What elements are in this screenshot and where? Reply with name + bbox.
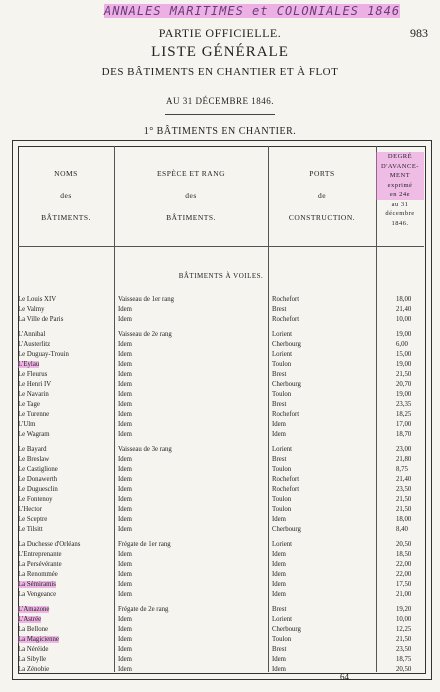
- part-heading: PARTIE OFFICIELLE.: [158, 26, 282, 40]
- cell-type: Idem: [118, 351, 132, 358]
- cell-port: Brest: [272, 401, 287, 408]
- table-row: [0, 446, 440, 456]
- cell-type: Idem: [118, 466, 132, 473]
- cell-name: Le Henri IV: [18, 381, 52, 388]
- cell-port: Toulon: [272, 466, 292, 473]
- cell-port: Idem: [272, 666, 286, 673]
- cell-degree: 21,50: [396, 496, 412, 503]
- table-row: [0, 431, 440, 441]
- cell-name: La Renommée: [18, 571, 58, 578]
- table-row: [0, 486, 440, 496]
- document-date: AU 31 DÉCEMBRE 1846.: [165, 96, 274, 106]
- cell-port: Lorient: [272, 541, 293, 548]
- column-header-line: CONSTRUCTION.: [288, 213, 356, 222]
- cell-name: La Ville de Paris: [18, 316, 64, 323]
- cell-port: Idem: [272, 431, 286, 438]
- cell-port: Cherbourg: [272, 381, 301, 388]
- column-header-line: D'AVANCE-: [376, 162, 424, 172]
- cell-type: Frégate de 1er rang: [118, 541, 171, 548]
- table-row: [0, 381, 440, 391]
- cell-port: Brest: [272, 306, 287, 313]
- cell-degree: 23,50: [396, 646, 412, 653]
- column-header-line: au 31: [391, 200, 409, 208]
- cell-type: Idem: [118, 411, 132, 418]
- cell-degree: 17,50: [396, 581, 412, 588]
- cell-type: Frégate de 2e rang: [118, 606, 169, 613]
- cell-port: Lorient: [272, 616, 293, 623]
- table-row: [0, 551, 440, 561]
- table-row: [0, 401, 440, 411]
- cell-type: Idem: [118, 581, 132, 588]
- table-row: [0, 506, 440, 516]
- cell-name: L'Amazone: [18, 606, 50, 613]
- page-number: 983: [410, 26, 428, 40]
- table-row: [0, 591, 440, 601]
- cell-degree: 18,50: [396, 551, 412, 558]
- cell-port: Idem: [272, 591, 286, 598]
- table-row: [0, 581, 440, 591]
- cell-port: Lorient: [272, 351, 293, 358]
- cell-type: Idem: [118, 361, 132, 368]
- cell-name: La Vengeance: [18, 591, 57, 598]
- cell-type: Idem: [118, 636, 132, 643]
- table-subheading: BÂTIMENTS À VOILES.: [178, 272, 264, 280]
- cell-type: Idem: [118, 646, 132, 653]
- cell-port: Rochefort: [272, 486, 300, 493]
- table-row: [0, 496, 440, 506]
- cell-degree: 18,00: [396, 296, 412, 303]
- cell-port: Brest: [272, 606, 287, 613]
- cell-port: Cherbourg: [272, 341, 301, 348]
- cell-name: Le Louis XIV: [18, 296, 57, 303]
- cell-type: Idem: [118, 666, 132, 673]
- cell-name: L'Austerlitz: [18, 341, 51, 348]
- cell-degree: 15,00: [396, 351, 412, 358]
- cell-type: Idem: [118, 571, 132, 578]
- table-row: [0, 306, 440, 316]
- cell-name: La Bellone: [18, 626, 49, 633]
- table-row: [0, 476, 440, 486]
- title-divider: [165, 114, 275, 115]
- cell-type: Idem: [118, 306, 132, 313]
- cell-type: Idem: [118, 401, 132, 408]
- table-row: [0, 541, 440, 551]
- cell-type: Idem: [118, 381, 132, 388]
- cell-port: Cherbourg: [272, 626, 301, 633]
- handwritten-note-text: ANNALES MARITIMES et COLONIALES 1846: [104, 4, 401, 18]
- cell-port: Idem: [272, 581, 286, 588]
- table-row: [0, 571, 440, 581]
- cell-port: Idem: [272, 516, 286, 523]
- cell-name: Le Wagram: [18, 431, 50, 438]
- cell-name: L'Hector: [18, 506, 42, 513]
- document-title: LISTE GÉNÉRALE: [151, 44, 289, 60]
- cell-port: Rochefort: [272, 476, 300, 483]
- table-row: [0, 371, 440, 381]
- table-row: [0, 666, 440, 676]
- cell-type: Idem: [118, 371, 132, 378]
- cell-type: Idem: [118, 391, 132, 398]
- cell-name: Le Valmy: [18, 306, 45, 313]
- cell-degree: 19,20: [396, 606, 412, 613]
- cell-name: La Zénobie: [18, 666, 50, 673]
- column-header-line: exprimé: [376, 181, 424, 191]
- cell-name: Le Tilsitt: [18, 526, 43, 533]
- cell-type: Idem: [118, 431, 132, 438]
- cell-port: Rochefort: [272, 296, 300, 303]
- table-row: [0, 341, 440, 351]
- cell-port: Brest: [272, 646, 287, 653]
- cell-degree: 21,40: [396, 476, 412, 483]
- cell-degree: 17,00: [396, 421, 412, 428]
- cell-type: Idem: [118, 591, 132, 598]
- cell-degree: 19,00: [396, 391, 412, 398]
- cell-type: Idem: [118, 516, 132, 523]
- column-header-line: NOMS: [54, 169, 78, 178]
- cell-name: Le Bayard: [18, 446, 47, 453]
- table-row: [0, 361, 440, 371]
- column-header: [376, 152, 424, 228]
- cell-degree: 19,00: [396, 331, 412, 338]
- cell-degree: 18,70: [396, 431, 412, 438]
- cell-degree: 21,00: [396, 591, 412, 598]
- cell-name: Le Tage: [18, 401, 40, 408]
- cell-port: Lorient: [272, 331, 293, 338]
- cell-name: Le Donawerth: [18, 476, 58, 483]
- column-header-line: des: [60, 191, 72, 200]
- cell-name: La Persévérante: [18, 561, 62, 568]
- table-row: [0, 421, 440, 431]
- cell-type: Idem: [118, 616, 132, 623]
- cell-type: Vaisseau de 1er rang: [118, 296, 175, 303]
- cell-port: Toulon: [272, 391, 292, 398]
- cell-degree: 23,50: [396, 486, 412, 493]
- table-row: [0, 351, 440, 361]
- column-header-line: de: [317, 191, 327, 200]
- cell-port: Idem: [272, 571, 286, 578]
- column-header-line: PORTS: [309, 169, 335, 178]
- column-header-line: 1846.: [391, 219, 409, 227]
- cell-name: L'Astrée: [18, 616, 42, 623]
- cell-degree: 8,40: [396, 526, 408, 533]
- cell-port: Toulon: [272, 636, 292, 643]
- cell-type: Idem: [118, 421, 132, 428]
- cell-name: L'Annibal: [18, 331, 46, 338]
- cell-degree: 8,75: [396, 466, 408, 473]
- cell-degree: 18,75: [396, 656, 412, 663]
- cell-name: Le Duguay-Trouin: [18, 351, 69, 358]
- column-header-line: ESPÈCE ET RANG: [156, 169, 226, 178]
- table-row: [0, 411, 440, 421]
- cell-type: Idem: [118, 496, 132, 503]
- cell-type: Idem: [118, 456, 132, 463]
- table-row: [0, 616, 440, 626]
- table-row: [0, 296, 440, 306]
- table-row: [0, 656, 440, 666]
- table-row: [0, 516, 440, 526]
- cell-port: Toulon: [272, 361, 292, 368]
- column-header-line: des: [185, 191, 197, 200]
- document-subtitle: DES BÂTIMENTS EN CHANTIER ET À FLOT: [101, 66, 339, 78]
- cell-type: Idem: [118, 626, 132, 633]
- table-row: [0, 391, 440, 401]
- cell-degree: 23,35: [396, 401, 412, 408]
- cell-name: La Néréide: [18, 646, 49, 653]
- table-row: [0, 606, 440, 616]
- cell-degree: 22,00: [396, 571, 412, 578]
- column-header: [114, 168, 268, 224]
- table-row: [0, 646, 440, 656]
- column-header-line: en 24e: [376, 190, 424, 200]
- cell-degree: 20,70: [396, 381, 412, 388]
- table-row: [0, 526, 440, 536]
- cell-port: Cherbourg: [272, 526, 301, 533]
- column-header-line: DEGRÉ: [376, 152, 424, 162]
- cell-name: L'Ulm: [18, 421, 36, 428]
- cell-type: Idem: [118, 341, 132, 348]
- cell-name: Le Breslaw: [18, 456, 50, 463]
- cell-degree: 10,00: [396, 316, 412, 323]
- cell-port: Toulon: [272, 496, 292, 503]
- cell-name: L'Entreprenante: [18, 551, 62, 558]
- cell-name: La Duchesse d'Orléans: [18, 541, 81, 548]
- cell-type: Idem: [118, 476, 132, 483]
- cell-port: Idem: [272, 561, 286, 568]
- column-header-line: MENT: [376, 171, 424, 181]
- cell-port: Rochefort: [272, 316, 300, 323]
- cell-name: La Magicienne: [18, 636, 59, 643]
- footer-page: 64.: [340, 672, 352, 682]
- cell-port: Toulon: [272, 506, 292, 513]
- table-row: [0, 561, 440, 571]
- cell-name: Le Sceptre: [18, 516, 48, 523]
- cell-type: Idem: [118, 551, 132, 558]
- table-row: [0, 636, 440, 646]
- cell-name: Le Duguesclin: [18, 486, 58, 493]
- cell-type: Vaisseau de 2e rang: [118, 331, 172, 338]
- table-row: [0, 316, 440, 326]
- cell-degree: 21,50: [396, 506, 412, 513]
- cell-degree: 21,80: [396, 456, 412, 463]
- handwritten-note: [104, 4, 400, 18]
- cell-name: La Sémiramis: [18, 581, 56, 588]
- cell-degree: 10,00: [396, 616, 412, 623]
- cell-degree: 22,00: [396, 561, 412, 568]
- cell-type: Idem: [118, 506, 132, 513]
- cell-name: Le Fleurus: [18, 371, 48, 378]
- cell-type: Idem: [118, 316, 132, 323]
- table-row: [0, 466, 440, 476]
- cell-degree: 12,25: [396, 626, 412, 633]
- column-header-line: BÂTIMENTS.: [41, 213, 91, 222]
- cell-degree: 20,50: [396, 541, 412, 548]
- cell-type: Vaisseau de 3e rang: [118, 446, 172, 453]
- cell-port: Idem: [272, 421, 286, 428]
- cell-type: Idem: [118, 526, 132, 533]
- cell-degree: 23,00: [396, 446, 412, 453]
- cell-type: Idem: [118, 486, 132, 493]
- cell-degree: 21,50: [396, 636, 412, 643]
- cell-degree: 21,50: [396, 371, 412, 378]
- cell-degree: 21,40: [396, 306, 412, 313]
- cell-name: Le Fontenoy: [18, 496, 53, 503]
- cell-name: L'Eylau: [18, 361, 40, 368]
- cell-type: Idem: [118, 656, 132, 663]
- column-header-line: décembre: [385, 210, 415, 217]
- cell-name: Le Turenne: [18, 411, 50, 418]
- cell-name: La Sibylle: [18, 656, 47, 663]
- cell-name: Le Castiglione: [18, 466, 58, 473]
- cell-name: Le Navarin: [18, 391, 49, 398]
- section-heading: 1° BÂTIMENTS EN CHANTIER.: [143, 126, 297, 137]
- cell-degree: 19,00: [396, 361, 412, 368]
- cell-port: Idem: [272, 551, 286, 558]
- cell-type: Idem: [118, 561, 132, 568]
- column-header: [268, 168, 376, 224]
- cell-degree: 6,00: [396, 341, 408, 348]
- cell-port: Lorient: [272, 446, 293, 453]
- table-row: [0, 331, 440, 341]
- cell-port: Idem: [272, 656, 286, 663]
- cell-degree: 18,25: [396, 411, 412, 418]
- table-row: [0, 456, 440, 466]
- cell-port: Rochefort: [272, 411, 300, 418]
- cell-port: Brest: [272, 371, 287, 378]
- cell-port: Brest: [272, 456, 287, 463]
- cell-degree: 18,00: [396, 516, 412, 523]
- column-header: [18, 168, 114, 224]
- column-header-line: BÂTIMENTS.: [166, 213, 216, 222]
- table-row: [0, 626, 440, 636]
- header-divider: [18, 246, 424, 247]
- cell-degree: 20,50: [396, 666, 412, 673]
